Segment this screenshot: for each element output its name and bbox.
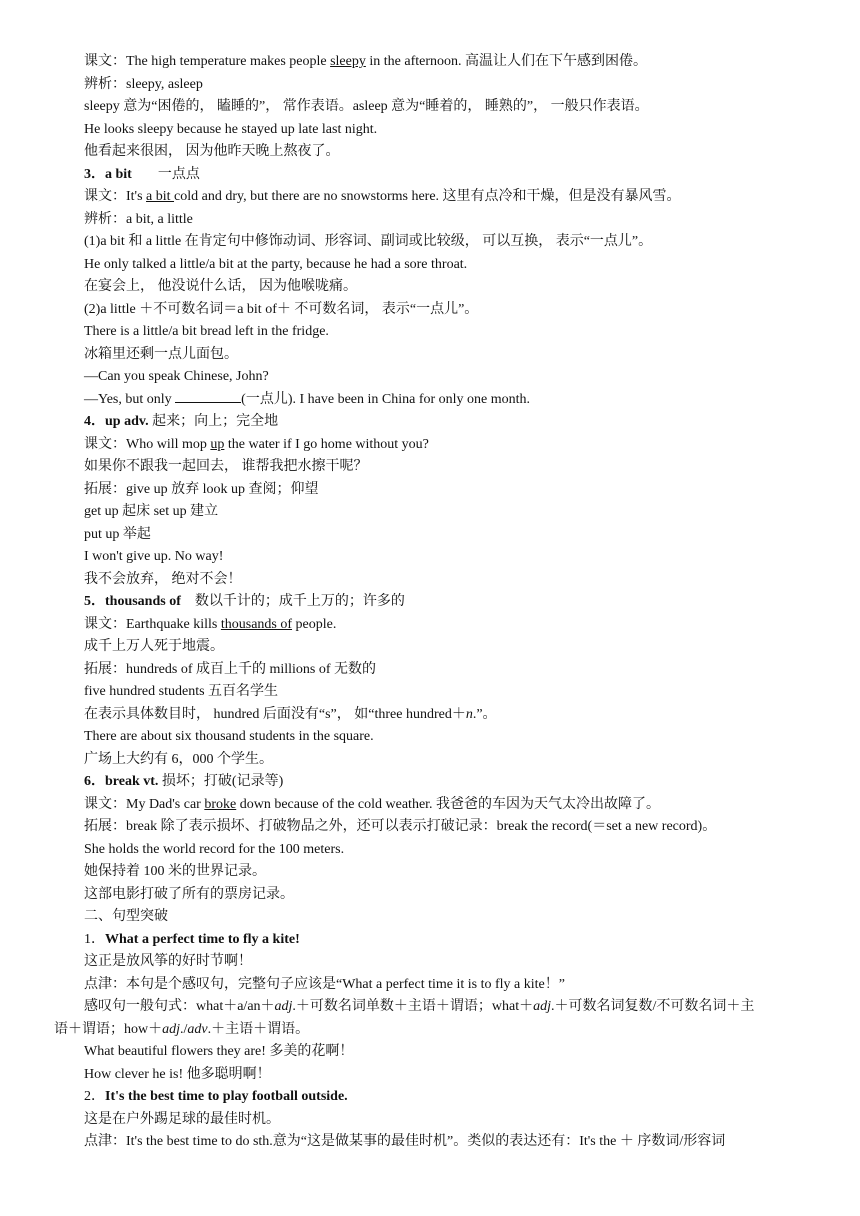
text-line: 我不会放弃， 绝对不会！ — [84, 571, 242, 587]
text-line: 语＋谓语；how＋adj./adv.＋主语＋谓语。 — [54, 1021, 310, 1037]
text-line: 点津：本句是个感叹句，完整句子应该是“What a perfect time it is to fly a kite！” — [84, 976, 565, 992]
text-line: 课文：Earthquake kills thousands of people. — [84, 616, 337, 632]
text-line: 这正是放风筝的好时节啊！ — [84, 954, 252, 969]
text-line: 她保持着 100 米的世界记录。 — [84, 864, 266, 879]
text-line: How clever he is! 他多聪明啊！ — [84, 1066, 271, 1082]
text-line: She holds the world record for the 100 meters. — [84, 841, 345, 857]
section-heading: 4．up adv. 起来；向上；完全地 — [84, 414, 279, 429]
text-line: I won't give up. No way! — [84, 549, 224, 564]
section-heading: 6．break vt. 损坏；打破(记录等) — [84, 774, 284, 789]
text-line: five hundred students 五百名学生 — [84, 684, 279, 699]
text-line: What beautiful flowers they are! 多美的花啊！ — [84, 1044, 354, 1059]
text-line: (2)a little ＋不可数名词＝a bit of＋ 不可数名词， 表示“一点儿”。 — [84, 301, 479, 317]
text-line: 拓展：give up 放弃 look up 查阅；仰望 — [84, 481, 319, 497]
text-line: 点津：It's the best time to do sth.意为“这是做某事的最佳时机”。类似的表达还有：It's the ＋ 序数词/形容词 — [84, 1134, 726, 1149]
text-line: 在宴会上， 他没说什么话， 因为他喉咙痛。 — [84, 279, 357, 294]
section-heading: 3．a bit 一点点 — [84, 166, 200, 182]
text-line: 这是在户外踢足球的最佳时机。 — [84, 1111, 280, 1127]
text-line: 课文：The high temperature makes people sleepy in the afternoon. 高温让人们在下午感到困倦。 — [84, 54, 647, 69]
text-line: 他看起来很困， 因为他昨天晚上熬夜了。 — [84, 144, 340, 159]
text-line: 辨析：a bit, a little — [84, 211, 193, 227]
text-line: 感叹句一般句式：what＋a/an＋adj.＋可数名词单数＋主语＋谓语；what＋adj.＋可数名词复数/不可数名词＋主 — [84, 999, 755, 1014]
text-line: 如果你不跟我一起回去， 谁帮我把水擦干呢？ — [84, 459, 368, 474]
text-line: He looks sleepy because he stayed up late last night. — [84, 121, 378, 137]
text-line: 冰箱里还剩一点儿面包。 — [84, 346, 238, 362]
text-line: get up 起床 set up 建立 — [84, 504, 219, 519]
text-line: 辨析：sleepy, asleep — [84, 76, 203, 92]
section-heading: 5．thousands of 数以千计的；成千上万的；许多的 — [84, 594, 405, 609]
text-line: He only talked a little/a bit at the party, because he had a sore throat. — [84, 256, 468, 272]
text-line: There is a little/a bit bread left in the fridge. — [84, 324, 329, 339]
text-line: 课文：My Dad's car broke down because of the cold weather. 我爸爸的车因为天气太冷出故障了。 — [84, 796, 661, 812]
sentence-heading: 1．What a perfect time to fly a kite! — [84, 931, 300, 947]
text-line: 课文：It's a bit cold and dry, but there are no snowstorms here. 这里有点冷和干燥，但是没有暴风雪。 — [84, 189, 681, 204]
text-line: There are about six thousand students in the square. — [84, 729, 374, 744]
answer-blank — [175, 389, 241, 403]
part-heading: 二、句型突破 — [84, 909, 168, 924]
exercise-line: —Yes, but only (一点儿). I have been in China for only one month. — [84, 389, 814, 412]
text-line: sleepy 意为“困倦的， 瞌睡的”， 常作表语。asleep 意为“睡着的， 睡熟的”， 一般只作表语。 — [84, 99, 649, 114]
text-line: 课文：Who will mop up the water if I go home without you? — [84, 436, 429, 452]
text-line: 拓展：hundreds of 成百上千的 millions of 无数的 — [84, 661, 377, 677]
text-line: 在表示具体数目时， hundred 后面没有“s”， 如“three hundred＋n.”。 — [84, 706, 497, 722]
text-line: 广场上大约有 6，000 个学生。 — [84, 751, 273, 767]
document-body — [54, 51, 814, 1154]
text-line: 这部电影打破了所有的票房记录。 — [84, 886, 294, 902]
sentence-heading: 2．It's the best time to play football outside. — [84, 1089, 348, 1104]
text-line: (1)a bit 和 a little 在肯定句中修饰动词、形容词、副词或比较级， 可以互换， 表示“一点儿”。 — [84, 234, 653, 249]
text-line: 拓展：break 除了表示损坏、打破物品之外，还可以表示打破记录：break the record(＝set a new record)。 — [84, 819, 717, 834]
text-line: put up 举起 — [84, 526, 151, 542]
text-line: 成千上万人死于地震。 — [84, 639, 224, 654]
text-line: —Can you speak Chinese, John? — [84, 369, 269, 384]
